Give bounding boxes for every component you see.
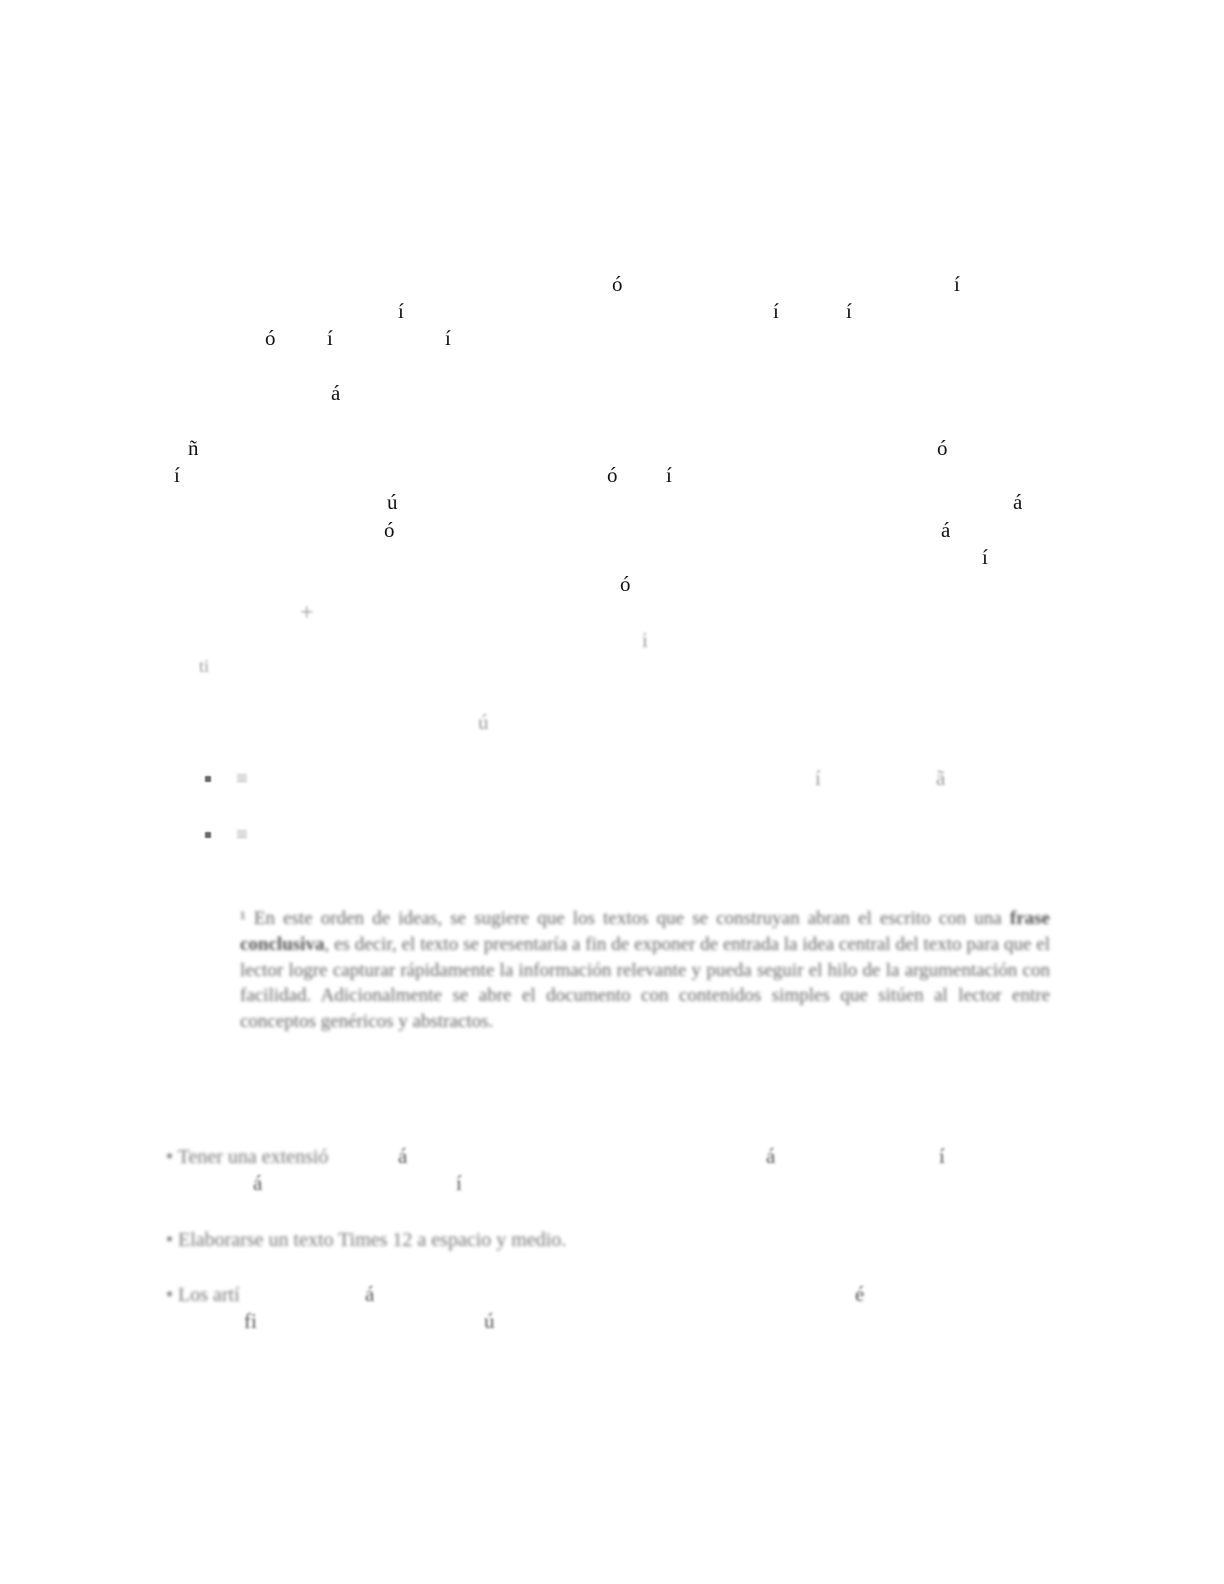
text-fragment: ó: [607, 463, 618, 487]
text-fragment: í: [445, 326, 451, 350]
text-fragment: ú: [387, 490, 398, 514]
text-fragment: ã: [936, 766, 946, 790]
quote-bold-phrase: frase conclusiva: [240, 908, 1050, 955]
text-fragment: ≡: [236, 766, 248, 790]
text-fragment: é: [855, 1282, 865, 1306]
text-fragment: ó: [937, 436, 948, 460]
text-fragment: í: [174, 463, 180, 487]
text-fragment: ú: [484, 1309, 495, 1333]
text-fragment: ó: [384, 518, 395, 542]
text-fragment: fi: [244, 1309, 257, 1333]
text-fragment: í: [846, 299, 852, 323]
text-fragment: í: [456, 1171, 462, 1195]
text-fragment: +: [300, 600, 314, 626]
text-fragment: á: [398, 1144, 408, 1168]
text-fragment: ñ: [188, 436, 199, 460]
text-fragment: ú: [478, 710, 489, 734]
text-fragment: ó: [612, 272, 623, 296]
text-fragment: ti: [199, 656, 210, 676]
text-fragment: í: [327, 326, 333, 350]
text-fragment: á: [331, 381, 341, 405]
quote-text-end: , es decir, el texto se presentaría a fin de exponer de entrada la idea central del texto para que el lector logre capturar rápidamente la información relevante y pueda seguir el hilo de la argumentación con facilidad. Adicionalmente se abre el documento con contenidos simples que sitúen al lector entre conceptos genéricos y abstractos.: [240, 933, 1050, 1033]
text-fragment: í: [939, 1144, 945, 1168]
list-item: • Elaborarse un texto Times 12 a espacio y medio.: [166, 1229, 567, 1251]
text-fragment: á: [941, 518, 951, 542]
text-fragment: á: [365, 1282, 375, 1306]
list-item: • Los artí: [166, 1284, 240, 1306]
bullet-marker: [205, 776, 211, 782]
text-fragment: á: [1013, 490, 1023, 514]
text-fragment: í: [815, 766, 821, 790]
text-fragment: í: [982, 545, 988, 569]
text-fragment: í: [666, 463, 672, 487]
text-fragment: í: [773, 299, 779, 323]
text-fragment: á: [766, 1144, 776, 1168]
text-fragment: ≡: [236, 822, 248, 846]
list-item: • Tener una extensió: [166, 1146, 329, 1168]
text-fragment: á: [253, 1171, 263, 1195]
text-fragment: ó: [620, 572, 631, 596]
quote-text-start: ¹ En este orden de ideas, se sugiere que los textos que se construyan abran el escrito con una: [240, 908, 1010, 929]
text-fragment: i: [642, 628, 648, 652]
text-fragment: í: [398, 299, 404, 323]
text-fragment: ó: [265, 326, 276, 350]
text-fragment: í: [954, 272, 960, 296]
bullet-marker: [205, 832, 211, 838]
quote-block: [240, 906, 1050, 1035]
